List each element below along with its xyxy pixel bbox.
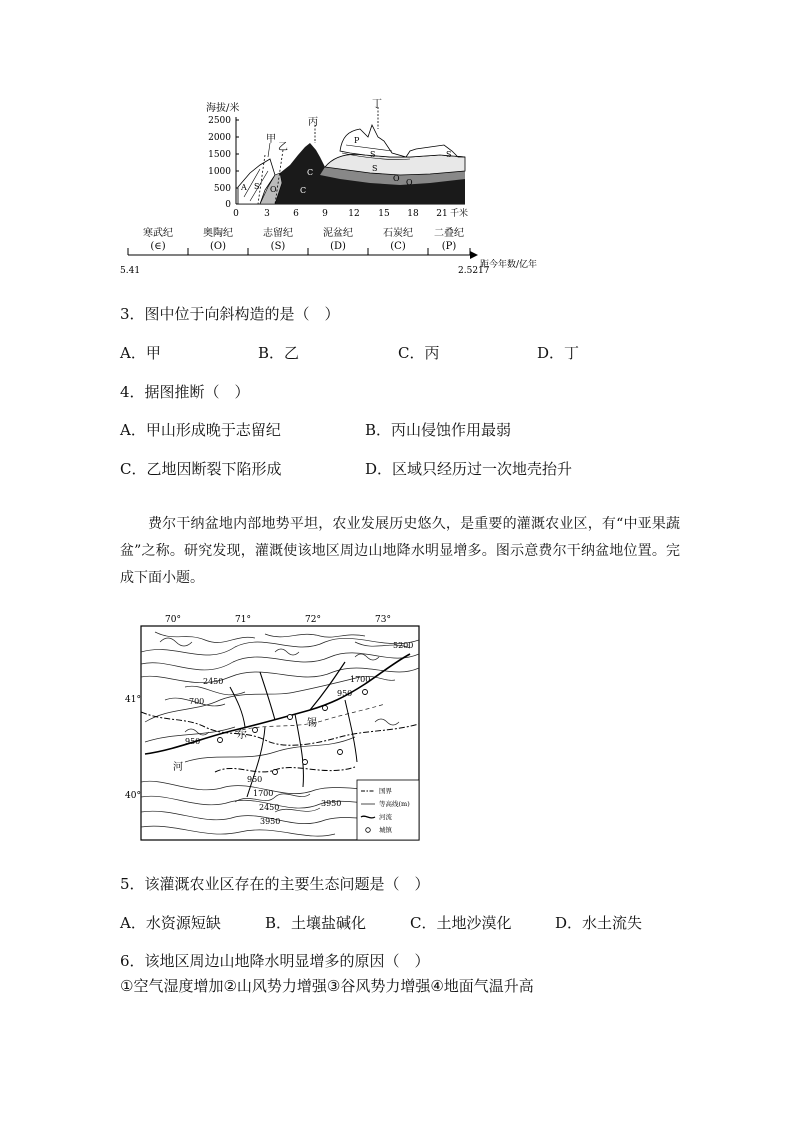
- question-3-stem: 3．图中位于向斜构造的是（ ）: [120, 305, 340, 323]
- x-unit: 千米: [450, 209, 469, 219]
- q3-option-a[interactable]: A．甲: [120, 344, 161, 362]
- period-code: (O): [209, 241, 227, 252]
- latitude-label: 41°: [125, 695, 141, 705]
- timeline-end: 2.5217: [458, 266, 490, 276]
- legend-contour: 等高线(m): [379, 800, 410, 808]
- stratum-label: O: [270, 185, 277, 194]
- contour-label: 3950: [321, 799, 342, 808]
- stratum-label: C: [300, 186, 307, 195]
- q4-option-a[interactable]: A．甲山形成晚于志留纪: [120, 421, 281, 439]
- period-name: 泥盆纪: [323, 228, 353, 239]
- q3-option-c[interactable]: C．丙: [398, 344, 440, 362]
- point-label-jia: 甲: [266, 134, 276, 145]
- geologic-profile-figure: [110, 95, 580, 280]
- stratum-label: S: [372, 164, 378, 173]
- legend-river: 河流: [379, 813, 392, 821]
- y-tick: 1000: [208, 167, 231, 177]
- stratum-label: O: [393, 174, 400, 183]
- question-6-items: ①空气湿度增加②山风势力增强③谷风势力增强④地面气温升高: [120, 977, 534, 995]
- contour-label: 700: [189, 697, 205, 706]
- stratum-label: O: [406, 178, 413, 187]
- longitude-label: 72°: [305, 615, 321, 625]
- q5-option-d[interactable]: D．水土流失: [555, 914, 643, 932]
- y-tick: 2500: [208, 116, 231, 126]
- contour-label: 2450: [259, 803, 280, 812]
- stratum-label: S: [446, 150, 452, 159]
- stratum-label: C: [307, 168, 314, 177]
- q5-option-b[interactable]: B．土壤盐碱化: [265, 914, 367, 932]
- q5-option-a[interactable]: A．水资源短缺: [120, 914, 221, 932]
- y-tick: 1500: [208, 150, 231, 160]
- y-axis-label: 海拔/米: [206, 103, 240, 114]
- q3-option-b[interactable]: B．乙: [258, 344, 300, 362]
- contour-label: 950: [337, 689, 353, 698]
- reading-passage: 费尔干纳盆地内部地势平坦，农业发展历史悠久，是重要的灌溉农业区，有“中亚果蔬盆”之称。研究发现，灌溉使该地区周边山地降水明显增多。图示意费尔干纳盆地位置。完成下面小题。: [120, 516, 680, 586]
- x-tick: 0: [233, 209, 239, 219]
- river-char: 尔: [237, 730, 247, 741]
- point-label-ding: 丁: [372, 99, 382, 110]
- point-label-bing: 丙: [308, 117, 318, 128]
- legend-border: 国界: [379, 787, 392, 795]
- contour-label: 950: [185, 737, 201, 746]
- river-char: 河: [173, 762, 183, 773]
- period-code: (C): [390, 241, 406, 252]
- q3-option-d[interactable]: D．丁: [537, 344, 580, 362]
- legend-town: 城镇: [379, 826, 392, 834]
- y-tick: 500: [213, 184, 231, 194]
- contour-label: 5200: [393, 641, 414, 650]
- x-tick: 21: [436, 209, 448, 219]
- stratum-label: A: [241, 183, 247, 192]
- y-tick: 2000: [208, 133, 231, 143]
- contour-label: 950: [247, 775, 263, 784]
- timeline-start: 5.41: [120, 266, 141, 276]
- question-4-stem: 4．据图推断（ ）: [120, 383, 250, 401]
- period-code: (S): [270, 241, 286, 252]
- period-code: (P): [441, 241, 457, 252]
- timeline-axis-label: 距今年数/亿年: [480, 260, 538, 270]
- period-name: 石炭纪: [383, 228, 413, 239]
- x-tick: 18: [407, 209, 419, 219]
- period-name: 寒武纪: [143, 228, 173, 239]
- x-tick: 9: [322, 209, 328, 219]
- x-tick: 3: [264, 209, 270, 219]
- contour-label: 1700: [253, 789, 274, 798]
- q5-option-c[interactable]: C．土地沙漠化: [410, 914, 512, 932]
- stratum-label: P: [354, 136, 360, 145]
- question-5-stem: 5．该灌溉农业区存在的主要生态问题是（ ）: [120, 875, 430, 893]
- period-code: (D): [330, 241, 346, 252]
- contour-label: 3950: [260, 817, 281, 826]
- contour-label: 2450: [203, 677, 224, 686]
- fergana-basin-map: [125, 612, 425, 844]
- q4-option-c[interactable]: C．乙地因断裂下陷形成: [120, 460, 282, 478]
- stratum-label: S: [370, 150, 376, 159]
- latitude-label: 40°: [125, 791, 141, 801]
- x-tick: 12: [348, 209, 360, 219]
- q4-option-b[interactable]: B．丙山侵蚀作用最弱: [365, 421, 512, 439]
- longitude-label: 71°: [235, 615, 251, 625]
- point-label-yi: 乙: [278, 142, 288, 153]
- longitude-label: 73°: [375, 615, 391, 625]
- longitude-label: 70°: [165, 615, 181, 625]
- x-tick: 15: [378, 209, 390, 219]
- q4-option-d[interactable]: D．区域只经历过一次地壳抬升: [365, 460, 573, 478]
- question-6-stem: 6．该地区周边山地降水明显增多的原因（ ）: [120, 952, 430, 970]
- period-name: 奥陶纪: [203, 228, 233, 239]
- stratum-label: S: [254, 182, 260, 191]
- x-tick: 6: [293, 209, 299, 219]
- period-name: 二叠纪: [434, 228, 464, 239]
- river-char: 锡: [307, 718, 317, 729]
- period-name: 志留纪: [263, 228, 293, 239]
- y-tick: 0: [225, 200, 231, 210]
- period-code: (∈): [150, 241, 166, 252]
- contour-label: 1700: [350, 675, 371, 684]
